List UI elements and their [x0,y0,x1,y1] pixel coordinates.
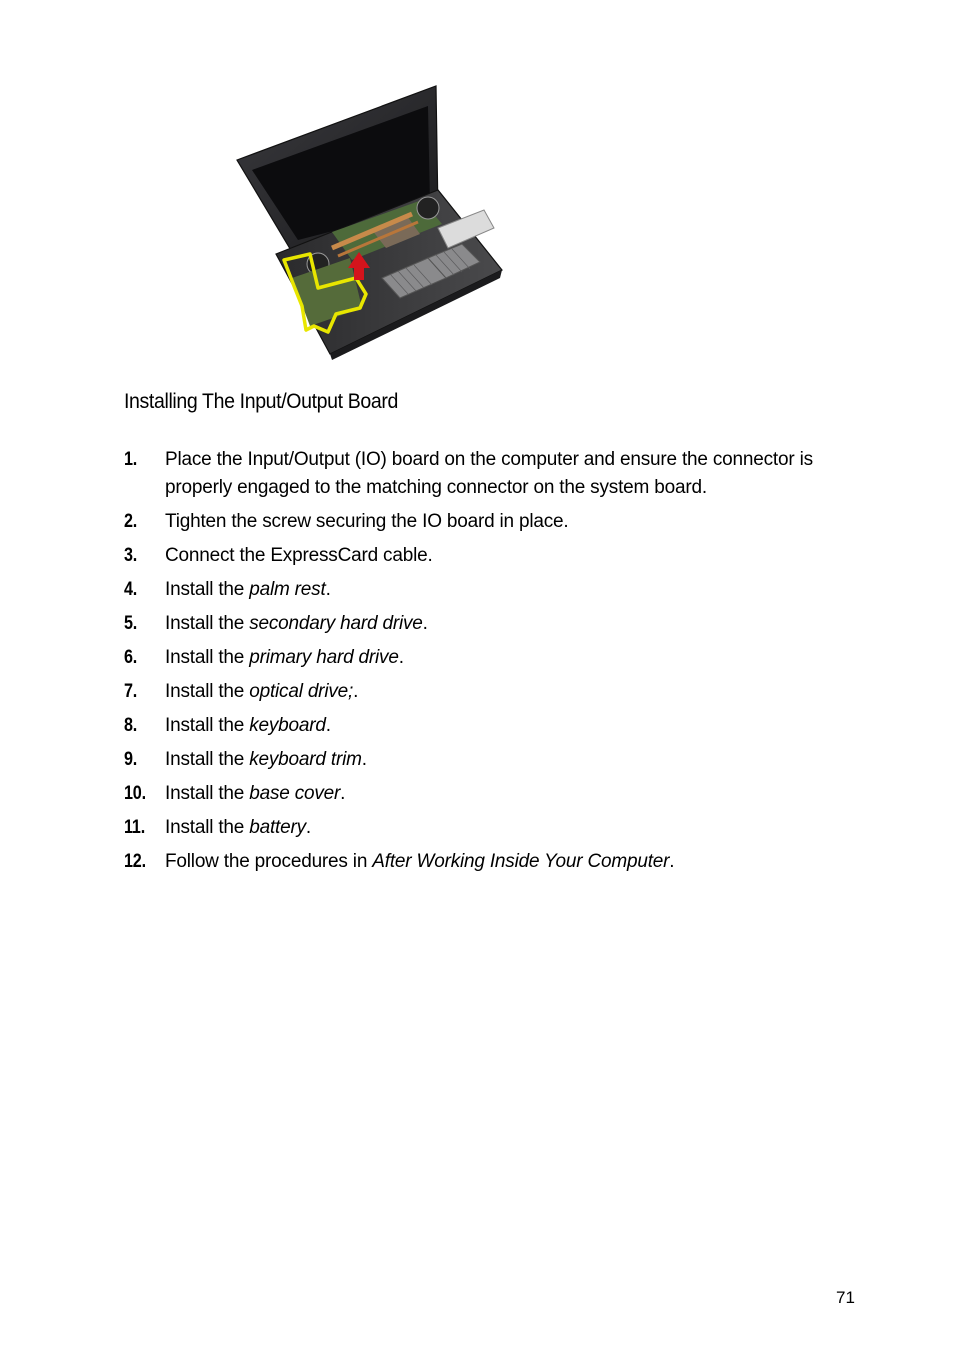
step-text: Follow the procedures in [165,850,373,872]
list-item [124,848,844,876]
list-item [124,678,844,706]
step-link-text[interactable]: palm rest [249,578,326,600]
step-number: 3. [124,544,138,566]
laptop-illustration [232,82,504,360]
step-number: 6. [124,646,138,668]
step-text: Connect the ExpressCard cable. [165,544,433,566]
list-item [124,814,844,842]
list-item [124,712,844,740]
step-punct: . [340,782,346,804]
step-text: Place the Input/Output (IO) board on the computer and ensure the connector is properly engaged to the matching connector on the system board. [165,449,813,498]
step-text: Install the [165,612,250,634]
list-item [124,780,844,808]
step-punct: . [325,578,331,600]
step-link-text[interactable]: base cover [249,782,341,804]
step-text: Install the [165,816,250,838]
step-number: 12. [124,850,146,872]
step-punct: . [422,612,428,634]
step-number: 4. [124,578,138,600]
list-item [124,644,844,672]
step-number: 11. [124,816,146,838]
step-punct: . [669,850,675,872]
step-text: Install the [165,680,250,702]
section-heading: Installing The Input/Output Board [124,390,399,413]
step-punct: . [353,680,359,702]
step-link-text[interactable]: secondary hard drive [249,612,423,634]
step-link-text[interactable]: battery [249,816,306,838]
step-text: Install the [165,578,250,600]
step-text: Install the [165,646,250,668]
step-number: 10. [124,782,146,804]
step-link-text[interactable]: After Working Inside Your Computer [372,850,670,872]
list-item [124,542,844,570]
step-text: Tighten the screw securing the IO board in place. [165,510,569,532]
step-number: 5. [124,612,138,634]
step-link-text[interactable]: keyboard trim [249,748,362,770]
step-punct: . [305,816,311,838]
step-link-text[interactable]: keyboard [249,714,326,736]
step-number: 2. [124,510,138,532]
step-number: 9. [124,748,138,770]
step-text: Install the [165,748,250,770]
step-number: 8. [124,714,138,736]
page-number: 71 [836,1288,855,1307]
step-text: Install the [165,714,250,736]
list-item [124,446,844,501]
step-link-text[interactable]: optical drive; [249,680,354,702]
step-link-text[interactable]: primary hard drive [249,646,399,668]
steps-list [124,446,844,882]
step-punct: . [361,748,367,770]
laptop-io-board-figure [232,82,504,360]
list-item [124,610,844,638]
list-item [124,508,844,536]
step-number: 7. [124,680,138,702]
list-item [124,576,844,604]
step-number: 1. [124,449,138,470]
step-punct: . [398,646,404,668]
step-text: Install the [165,782,250,804]
step-punct: . [325,714,331,736]
list-item [124,746,844,774]
